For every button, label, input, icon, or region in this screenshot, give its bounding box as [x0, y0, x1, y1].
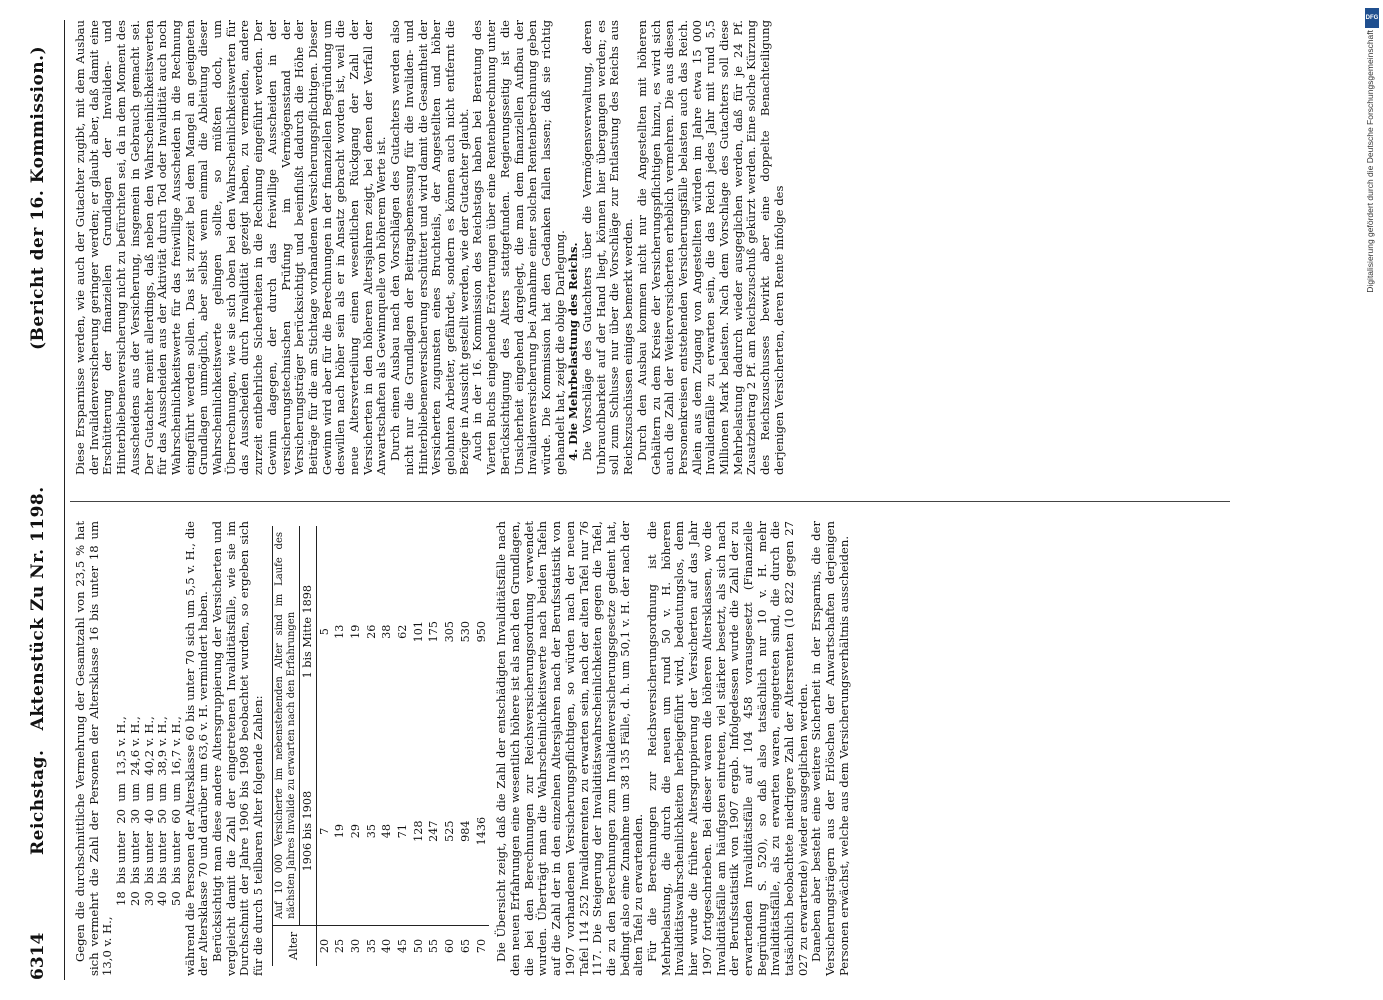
table-cell-b: 38 [380, 624, 394, 639]
table-row [411, 526, 427, 966]
table-header-b: 1 bis Mitte 1898 [299, 526, 316, 737]
digitization-note [1365, 8, 1379, 993]
table-cell-b: 5 [317, 628, 331, 636]
header-document: Aktenstück Zu Nr. 1198. [28, 486, 48, 731]
right-para-3: Auch in der 16. Kommission des Reichstags haben bei Beratung des Vierten Buchs eingehende Erörterungen über eine Rentenberechnung unter Berücksichtigung des Alters stattgefunden. Regierungsseitig ist die Unsicherheit eingehend dargelegt, die man dem finanziellen Aufbau der Invalidenversicherung bei Annahme einer solchen Rentenberechnung geben würde. Die Kommission hat den Gedanken fallen lassen; daß sie richtig gehandelt hat, zeigt die obige Darlegung. [470, 20, 567, 475]
right-para-5: Durch den Ausbau kommen nicht nur die Angestellten mit höheren Gehältern zu dem Kreise der Versicherungspflichtigen hinzu, es wird sich auch die Zahl der Weiterversicherten erheblich vermehren. Die aus diesen Personenkreisen entstehenden Versicherungsfälle belasten auch das Reich. Allein aus dem Zugang von Angestellten würden im Jahre etwa 15 000 Invalidenfälle zu erwarten sein, die das Reich jedes Jahr mit rund 5,5 Millionen Mark belasten. Nach dem Vorschlage des Gutachters soll diese Mehrbelastung dadurch wieder ausgeglichen werden, daß für je 24 Pf. Zusatzbeitrag 2 Pf. am Reichszuschuß gekürzt werden. Eine solche Kürzung des Reichszuschusses bewirkt aber eine doppelte Benachteiligung derjenigen Versicherten, deren Rente infolge des [634, 20, 786, 475]
left-para-4: Für die Berechnungen zur Reichsversicherungsordnung ist die Mehrbelastung, die durch die neuen um rund 50 v. H. höheren Invaliditätswahrscheinlichkeiten herbeigeführt wird, bedeutungslos, denn hier wurde die frühere Altersgruppierung der Versicherten auf das Jahr 1907 fortgeschrieben. Bei dieser waren die höheren Altersklassen, wo die Invaliditätsfälle am häufigsten eintreten, viel stärker besetzt, als sich nach der Berufsstatistik von 1907 ergab. Infolgedessen wurde die Zahl der zu erwartenden Invaliditätsfälle auf 104 458 vorausgesetzt (Finanzielle Begründung S. 520), so daß also tatsächlich nur 10 v. H. mehr Invaliditätsfälle, als zu erwarten waren, eingetreten sind, die durch die tatsächlich beobachtete niedrigere Zahl der Altersrenten (10 822 gegen 27 027 zu erwartende) wieder ausgeglichen werden. [645, 521, 810, 976]
right-column [74, 20, 787, 475]
right-para-4: Die Vorschläge des Gutachters über die Vermögensverwaltung, deren Unbrauchbarkeit auf der Hand liegt, können hier übergangen werden; es soll zum Schlusse nur über die Vorschläge zur Entlastung des Reichs aus Reichszuschüssen einiges bemerkt werden. [580, 20, 636, 475]
increase-row: 50 bis unter 60 um 16,7 v. H., [168, 716, 183, 906]
table-cell-a: 984 [458, 737, 474, 925]
left-intro: Gegen die durchschnittliche Vermehrung der Gesamtzahl von 23,5 % hat sich vermehrt die Zahl der Personen der Altersklasse 16 bis unter 18 um 13,0 v. H., [73, 521, 115, 976]
table-cell-age: 65 [458, 938, 472, 954]
left-column [74, 521, 852, 976]
table-cell-a: 525 [442, 737, 458, 925]
table-cell-b: 19 [348, 624, 362, 639]
table-row [474, 526, 490, 966]
table-row [379, 526, 395, 966]
table-cell-b: 175 [427, 621, 441, 643]
table-cell-a: 71 [395, 737, 411, 925]
table-cell-b: 950 [474, 621, 488, 643]
table-cell-a: 1436 [474, 737, 490, 925]
dfg-logo: DFG [1365, 8, 1379, 28]
table-cell-age: 20 [317, 938, 331, 954]
table-cell-age: 50 [411, 938, 425, 954]
table-row [458, 526, 474, 966]
header-rule [64, 20, 65, 980]
table-cell-b: 101 [411, 621, 425, 643]
left-para-1: während die Personen der Altersklasse 60 bis unter 70 sich um 5,5 v. H., die der Altersklasse 70 und darüber um 63,6 v. H. vermindert haben. [182, 521, 211, 976]
table-cell-age: 30 [348, 938, 362, 954]
table-row [332, 526, 348, 966]
table-cell-a: 48 [379, 737, 395, 925]
table-cell-a: 35 [364, 737, 380, 925]
table-row [316, 526, 332, 966]
column-divider [70, 501, 1230, 502]
increase-row: 18 bis unter 20 um 13,5 v. H., [114, 716, 129, 906]
header-publication: Reichstag. Aktenstück Zu Nr. 1198. [28, 486, 48, 855]
table-cell-age: 45 [396, 938, 410, 954]
increase-list [115, 521, 184, 906]
table-row [364, 526, 380, 966]
page-number: 6314 [28, 932, 48, 980]
table-header-main: Auf 10 000 Versicherte im nebenstehenden Alter sind im Laufe des nächsten Jahres Invalide zu erwarten nach den Erfahrungen [272, 526, 299, 925]
table-header-age: Alter [272, 925, 316, 966]
table-cell-b: 13 [333, 624, 347, 639]
table-cell-b: 26 [364, 624, 378, 639]
table-cell-a: 7 [316, 737, 332, 925]
right-para-2: Durch einen Ausbau nach den Vorschlägen des Gutachters werden also nicht nur die Grundlagen der Beitragsbemessung für die Invaliden- und Hinterbliebenenversicherung erschüttert und wird damit die Gesamtheit der Versicherten zugunsten eines Bruchteils, der Angestellten und höher gelohnten Arbeiter, gefährdet, sondern es können auch nicht entfernt die Bezüge in Aussicht gestellt werden, wie der Gutachter glaubt. [388, 20, 471, 475]
table-row [395, 526, 411, 966]
table-cell-age: 60 [443, 938, 457, 954]
table-cell-b: 62 [396, 624, 410, 639]
increase-row: 20 bis unter 30 um 24,6 v. H., [127, 716, 142, 906]
digitization-text: Digitalisierung gefördert durch die Deutsche Forschungsgemeinschaft [1365, 30, 1375, 293]
increase-row: 30 bis unter 40 um 40,2 v. H., [141, 716, 156, 906]
table-cell-a: 128 [411, 737, 427, 925]
page-header [28, 20, 58, 980]
header-report: (Bericht der 16. Kommission.) [28, 45, 48, 350]
table-row [348, 526, 364, 966]
table-cell-age: 35 [364, 938, 378, 954]
table-cell-b: 530 [458, 621, 472, 643]
table-row [426, 526, 442, 966]
table-cell-a: 19 [332, 737, 348, 925]
table-cell-age: 40 [380, 938, 394, 954]
table-header-a: 1906 bis 1908 [299, 737, 316, 925]
section-title: 4. Die Mehrbelastung des Reichs. [566, 242, 581, 461]
table-cell-b: 305 [443, 621, 457, 643]
increase-row: 40 bis unter 50 um 38,9 v. H., [155, 716, 170, 906]
table-cell-age: 70 [474, 938, 488, 954]
table-cell-age: 25 [333, 938, 347, 954]
left-para-5: Daneben aber besteht eine weitere Sicherheit in der Ersparnis, die der Versicherungsträgern aus der Erlöschen der Anwartschaften derjenigen Personen erwächst, welche aus dem Versicherungsverhältnis ausscheiden. [809, 521, 851, 976]
right-para-1: Diese Ersparnisse werden, wie auch der Gutachter zugibt, mit dem Ausbau der Invalidenversicherung geringer werden; er glaubt aber, daß damit eine Erschütterung der finanziellen Grundlagen der Invaliden- und Hinterbliebenenversicherung nicht zu befürchten sei, da in dem Moment des Ausscheidens aus der Versicherung, insgemein in Gebrauch gemacht sei. Der Gutachter meint allerdings, daß neben den Wahrscheinlichkeitswerten für das Ausscheiden aus der Aktivität durch Tod oder Invalidität auch noch Wahrscheinlichkeitswerte für das freiwillige Ausscheiden in die Rechnung eingeführt werden sollen. Das ist zurzeit bei dem Mangel an geeigneten Grundlagen unmöglich, aber selbst wenn einmal die Ableitung dieser Wahrscheinlichkeitswerte gelingen sollte, so müßten doch, um Überrechnungen, wie sie sich oben bei den Wahrscheinlichkeitswerten für das Ausscheiden durch Invalidität gezeigt haben, zu vermeiden, andere zurzeit entbehrliche Sicherheiten in die Rechnung eingeführt werden. Der Gewinn dagegen, der durch das freiwillige Ausscheiden in der versicherungstechnischen Prüfung im Vermögensstand der Versicherungsträger berücksichtigt und beeinflußt dadurch die Höhe der Beiträge für die am Stichtage vorhandenen Versicherungspflichtigen. Dieser Gewinn wird aber für die Berechnungen in der finanziellen Begründung um deswillen nach höher sein als er in Ansatz gebracht worden ist, weil die neue Altersverteilung einen wesentlichen Rückgang der Zahl der Versicherten in den höheren Altersjahren zeigt, bei denen der Verfall der Anwartschaften als Gewinnquelle von höherem Werte ist. [73, 20, 389, 475]
table-row [442, 526, 458, 966]
left-para-3: Die Übersicht zeigt, daß die Zahl der entschädigten Invaliditätsfälle nach den neuen Erfahrungen eine wesentlich höhere ist als nach den Grundlagen, die bei den Berechnungen zur Reichsversicherungsordnung verwendet wurden. Überträgt man die Wahrscheinlichkeitswerte nach beiden Tafeln auf die Zahl der in den einzelnen Altersjahren nach der Berufsstatistik von 1907 vorhandenen Versicherungspflichtigen, so würden nach der neuen Tafel 114 252 Invalidenrenten zu erwarten sein, nach der alten Tafel nur 76 117. Die Steigerung der Invaliditätswahrscheinlichkeiten gegen die Tafel, die zu den Berechnungen zum Invalidenversicherungsgesetze gedient hat, bedingt also eine Zunahme um 38 135 Fälle, d. h. um 50,1 v. H. der nach der alten Tafel zu erwartenden. [494, 521, 646, 976]
table-cell-age: 55 [427, 938, 441, 954]
table-cell-a: 29 [348, 737, 364, 925]
left-para-2: Berücksichtigt man diese andere Altersgruppierung der Versicherten und vergleicht damit die Zahl der eingetretenen Invaliditätsfälle, wie sie im Durchschnitt der Jahre 1906 bis 1908 beobachtet wurden, so ergeben sich für die durch 5 teilbaren Alter folgende Zahlen: [210, 521, 266, 976]
table-cell-a: 247 [426, 737, 442, 925]
invalidity-table [272, 526, 489, 966]
